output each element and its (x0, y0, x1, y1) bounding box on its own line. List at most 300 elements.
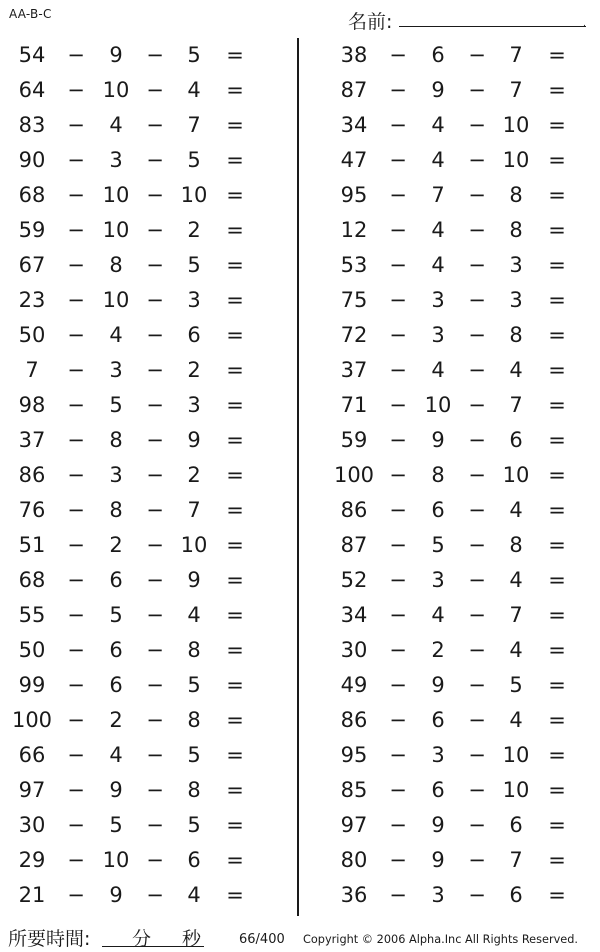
minus-sign: − (67, 568, 85, 592)
equals-sign: = (226, 78, 244, 102)
seconds-label: 秒 (182, 928, 202, 950)
minus-sign: − (67, 533, 85, 557)
problem-row (0, 668, 290, 703)
subtrahend-2: 8 (509, 533, 523, 557)
minus-sign: − (389, 463, 407, 487)
subtrahend-2: 6 (509, 428, 523, 452)
subtrahend-1: 9 (109, 883, 123, 907)
minus-sign: − (67, 183, 85, 207)
equals-sign: = (548, 463, 566, 487)
minuend: 85 (340, 778, 368, 802)
problem-row (0, 178, 290, 213)
subtrahend-2: 7 (509, 848, 523, 872)
minuend: 90 (18, 148, 46, 172)
subtrahend-2: 4 (509, 498, 523, 522)
minuend: 86 (18, 463, 46, 487)
subtrahend-1: 8 (431, 463, 445, 487)
minus-sign: − (389, 218, 407, 242)
subtrahend-2: 3 (509, 253, 523, 277)
equals-sign: = (548, 323, 566, 347)
minus-sign: − (389, 533, 407, 557)
subtrahend-1: 3 (109, 358, 123, 382)
minus-sign: − (146, 148, 164, 172)
problem-row (0, 738, 290, 773)
problem-row (0, 73, 290, 108)
minus-sign: − (468, 743, 486, 767)
subtrahend-1: 4 (431, 603, 445, 627)
minus-sign: − (468, 78, 486, 102)
minus-sign: − (389, 743, 407, 767)
subtrahend-2: 4 (187, 883, 201, 907)
subtrahend-1: 10 (102, 183, 130, 207)
equals-sign: = (548, 848, 566, 872)
minuend: 37 (340, 358, 368, 382)
subtrahend-2: 8 (187, 778, 201, 802)
minuend: 100 (11, 708, 53, 732)
equals-sign: = (226, 148, 244, 172)
problem-row (0, 493, 290, 528)
minuend: 68 (18, 568, 46, 592)
subtrahend-2: 2 (187, 463, 201, 487)
minuend: 72 (340, 323, 368, 347)
minuend: 12 (340, 218, 368, 242)
equals-sign: = (548, 358, 566, 382)
minuend: 54 (18, 43, 46, 67)
subtrahend-1: 7 (431, 183, 445, 207)
subtrahend-2: 7 (509, 393, 523, 417)
subtrahend-1: 4 (109, 743, 123, 767)
problem-row (322, 248, 600, 283)
equals-sign: = (226, 43, 244, 67)
minus-sign: − (67, 778, 85, 802)
equals-sign: = (548, 393, 566, 417)
subtrahend-1: 9 (431, 673, 445, 697)
problem-row (0, 808, 290, 843)
problem-row (0, 528, 290, 563)
equals-sign: = (548, 638, 566, 662)
minuend: 53 (340, 253, 368, 277)
minus-sign: − (389, 568, 407, 592)
subtrahend-2: 4 (187, 603, 201, 627)
equals-sign: = (548, 673, 566, 697)
subtrahend-2: 4 (509, 708, 523, 732)
minuend: 38 (340, 43, 368, 67)
equals-sign: = (548, 603, 566, 627)
subtrahend-2: 9 (187, 568, 201, 592)
minus-sign: − (146, 568, 164, 592)
minuend: 95 (340, 743, 368, 767)
equals-sign: = (226, 603, 244, 627)
minus-sign: − (468, 498, 486, 522)
minus-sign: − (389, 883, 407, 907)
problem-row (0, 843, 290, 878)
subtrahend-1: 10 (102, 218, 130, 242)
column-divider (297, 38, 299, 916)
minus-sign: − (146, 358, 164, 382)
equals-sign: = (226, 813, 244, 837)
subtrahend-2: 10 (180, 183, 208, 207)
minus-sign: − (146, 498, 164, 522)
name-label: 名前: (348, 11, 393, 33)
minus-sign: − (468, 603, 486, 627)
minus-sign: − (389, 358, 407, 382)
minus-sign: − (146, 638, 164, 662)
subtrahend-1: 4 (431, 358, 445, 382)
problem-row (0, 318, 290, 353)
minus-sign: − (389, 708, 407, 732)
minus-sign: − (468, 183, 486, 207)
subtrahend-1: 3 (109, 463, 123, 487)
subtrahend-2: 10 (502, 743, 530, 767)
subtrahend-1: 3 (431, 883, 445, 907)
subtrahend-2: 7 (187, 113, 201, 137)
equals-sign: = (226, 498, 244, 522)
minuend: 55 (18, 603, 46, 627)
minus-sign: − (146, 113, 164, 137)
minus-sign: − (389, 43, 407, 67)
problem-row (0, 458, 290, 493)
subtrahend-2: 3 (187, 393, 201, 417)
minus-sign: − (146, 253, 164, 277)
problem-row (322, 318, 600, 353)
minuend: 47 (340, 148, 368, 172)
problem-row (0, 143, 290, 178)
minus-sign: − (67, 638, 85, 662)
minus-sign: − (468, 253, 486, 277)
problem-row (0, 108, 290, 143)
subtrahend-1: 2 (431, 638, 445, 662)
problem-row (0, 353, 290, 388)
subtrahend-1: 3 (431, 743, 445, 767)
minuend: 76 (18, 498, 46, 522)
equals-sign: = (226, 638, 244, 662)
subtrahend-2: 5 (187, 43, 201, 67)
minuend: 80 (340, 848, 368, 872)
subtrahend-1: 9 (109, 778, 123, 802)
problem-row (0, 388, 290, 423)
equals-sign: = (226, 673, 244, 697)
time-required-label: 所要時間: (8, 928, 91, 950)
subtrahend-1: 3 (431, 568, 445, 592)
subtrahend-1: 9 (431, 848, 445, 872)
problem-row (322, 283, 600, 318)
subtrahend-2: 8 (509, 218, 523, 242)
minuend: 59 (18, 218, 46, 242)
equals-sign: = (226, 323, 244, 347)
minuend: 98 (18, 393, 46, 417)
minuend: 75 (340, 288, 368, 312)
minus-sign: − (67, 78, 85, 102)
subtrahend-2: 2 (187, 358, 201, 382)
equals-sign: = (226, 463, 244, 487)
subtrahend-1: 6 (431, 708, 445, 732)
subtrahend-2: 5 (187, 743, 201, 767)
subtrahend-1: 3 (431, 323, 445, 347)
minus-sign: − (468, 288, 486, 312)
problem-row (322, 773, 600, 808)
subtrahend-2: 2 (187, 218, 201, 242)
problem-row (322, 388, 600, 423)
minuend: 97 (340, 813, 368, 837)
minus-sign: − (146, 673, 164, 697)
problem-row (322, 178, 600, 213)
problem-row (322, 423, 600, 458)
subtrahend-1: 4 (431, 253, 445, 277)
equals-sign: = (226, 533, 244, 557)
minus-sign: − (67, 393, 85, 417)
subtrahend-1: 9 (109, 43, 123, 67)
minus-sign: − (468, 848, 486, 872)
subtrahend-1: 9 (431, 813, 445, 837)
name-field-dot: . (583, 19, 586, 29)
minus-sign: − (468, 463, 486, 487)
minuend: 36 (340, 883, 368, 907)
minus-sign: − (468, 533, 486, 557)
minus-sign: − (146, 428, 164, 452)
minus-sign: − (468, 113, 486, 137)
minus-sign: − (146, 43, 164, 67)
minus-sign: − (389, 148, 407, 172)
minutes-label: 分 (132, 928, 152, 950)
minuend: 100 (333, 463, 375, 487)
minus-sign: − (146, 288, 164, 312)
problem-row (322, 738, 600, 773)
minus-sign: − (67, 218, 85, 242)
problems-right-column (322, 38, 600, 913)
equals-sign: = (226, 358, 244, 382)
minus-sign: − (468, 883, 486, 907)
subtrahend-1: 2 (109, 533, 123, 557)
minuend: 7 (25, 358, 39, 382)
problem-row (0, 563, 290, 598)
subtrahend-2: 4 (509, 568, 523, 592)
minus-sign: − (389, 673, 407, 697)
minuend: 66 (18, 743, 46, 767)
minuend: 37 (18, 428, 46, 452)
minus-sign: − (146, 393, 164, 417)
subtrahend-1: 4 (431, 218, 445, 242)
equals-sign: = (548, 498, 566, 522)
minus-sign: − (389, 428, 407, 452)
minus-sign: − (468, 43, 486, 67)
minus-sign: − (146, 743, 164, 767)
subtrahend-1: 3 (109, 148, 123, 172)
subtrahend-1: 4 (431, 148, 445, 172)
subtrahend-1: 4 (109, 113, 123, 137)
minus-sign: − (67, 673, 85, 697)
minuend: 23 (18, 288, 46, 312)
minus-sign: − (389, 253, 407, 277)
minus-sign: − (67, 848, 85, 872)
subtrahend-1: 3 (431, 288, 445, 312)
problems-left-column (0, 38, 290, 913)
problem-row (322, 108, 600, 143)
minuend: 68 (18, 183, 46, 207)
subtrahend-1: 8 (109, 428, 123, 452)
problem-row (322, 458, 600, 493)
problem-row (322, 598, 600, 633)
minus-sign: − (389, 848, 407, 872)
minus-sign: − (389, 498, 407, 522)
minus-sign: − (146, 323, 164, 347)
minuend: 29 (18, 848, 46, 872)
equals-sign: = (548, 78, 566, 102)
equals-sign: = (548, 813, 566, 837)
problem-row (0, 283, 290, 318)
worksheet-code: AA-B-C (9, 7, 52, 21)
equals-sign: = (548, 568, 566, 592)
minuend: 52 (340, 568, 368, 592)
equals-sign: = (226, 218, 244, 242)
minus-sign: − (468, 358, 486, 382)
minus-sign: − (468, 778, 486, 802)
equals-sign: = (548, 253, 566, 277)
equals-sign: = (548, 43, 566, 67)
minus-sign: − (468, 568, 486, 592)
subtrahend-2: 4 (187, 78, 201, 102)
subtrahend-2: 8 (509, 183, 523, 207)
minuend: 86 (340, 708, 368, 732)
subtrahend-1: 6 (109, 638, 123, 662)
page-number: 66/400 (239, 932, 285, 947)
problem-row (0, 773, 290, 808)
minuend: 34 (340, 113, 368, 137)
problem-row (0, 598, 290, 633)
minus-sign: − (67, 603, 85, 627)
minus-sign: − (146, 813, 164, 837)
minus-sign: − (67, 358, 85, 382)
equals-sign: = (548, 288, 566, 312)
minus-sign: − (468, 148, 486, 172)
equals-sign: = (548, 533, 566, 557)
minus-sign: − (67, 113, 85, 137)
problem-row (322, 808, 600, 843)
subtrahend-2: 5 (187, 673, 201, 697)
minuend: 50 (18, 638, 46, 662)
name-field-line[interactable] (399, 26, 586, 27)
subtrahend-1: 8 (109, 498, 123, 522)
minus-sign: − (67, 883, 85, 907)
subtrahend-1: 4 (109, 323, 123, 347)
minus-sign: − (389, 323, 407, 347)
problem-row (0, 423, 290, 458)
minuend: 51 (18, 533, 46, 557)
minus-sign: − (146, 778, 164, 802)
problem-row (322, 878, 600, 913)
subtrahend-1: 6 (431, 43, 445, 67)
subtrahend-1: 5 (109, 393, 123, 417)
minus-sign: − (67, 288, 85, 312)
minus-sign: − (146, 78, 164, 102)
subtrahend-2: 6 (187, 323, 201, 347)
minuend: 34 (340, 603, 368, 627)
minus-sign: − (146, 183, 164, 207)
subtrahend-1: 6 (109, 568, 123, 592)
minuend: 95 (340, 183, 368, 207)
minus-sign: − (146, 218, 164, 242)
subtrahend-2: 8 (187, 638, 201, 662)
subtrahend-2: 7 (509, 43, 523, 67)
minus-sign: − (389, 813, 407, 837)
minus-sign: − (468, 218, 486, 242)
problem-row (322, 73, 600, 108)
subtrahend-1: 8 (109, 253, 123, 277)
minuend: 83 (18, 113, 46, 137)
minus-sign: − (67, 463, 85, 487)
subtrahend-1: 10 (424, 393, 452, 417)
equals-sign: = (548, 428, 566, 452)
minus-sign: − (389, 183, 407, 207)
subtrahend-2: 7 (509, 78, 523, 102)
minus-sign: − (389, 78, 407, 102)
minus-sign: − (67, 813, 85, 837)
minus-sign: − (146, 848, 164, 872)
subtrahend-1: 10 (102, 78, 130, 102)
equals-sign: = (226, 848, 244, 872)
equals-sign: = (548, 708, 566, 732)
minuend: 67 (18, 253, 46, 277)
subtrahend-2: 8 (509, 323, 523, 347)
equals-sign: = (226, 393, 244, 417)
problem-row (322, 633, 600, 668)
minus-sign: − (67, 428, 85, 452)
equals-sign: = (226, 253, 244, 277)
problem-row (322, 843, 600, 878)
problem-row (322, 38, 600, 73)
subtrahend-2: 6 (509, 883, 523, 907)
minuend: 49 (340, 673, 368, 697)
subtrahend-2: 10 (502, 778, 530, 802)
subtrahend-2: 6 (509, 813, 523, 837)
subtrahend-2: 10 (180, 533, 208, 557)
minus-sign: − (146, 708, 164, 732)
subtrahend-2: 6 (187, 848, 201, 872)
problem-row (322, 668, 600, 703)
equals-sign: = (226, 183, 244, 207)
subtrahend-1: 10 (102, 288, 130, 312)
subtrahend-1: 4 (431, 113, 445, 137)
problem-row (322, 143, 600, 178)
minus-sign: − (67, 708, 85, 732)
equals-sign: = (226, 428, 244, 452)
minus-sign: − (67, 148, 85, 172)
subtrahend-1: 5 (109, 813, 123, 837)
subtrahend-1: 6 (431, 498, 445, 522)
problem-row (322, 353, 600, 388)
equals-sign: = (548, 218, 566, 242)
minus-sign: − (389, 288, 407, 312)
minuend: 30 (340, 638, 368, 662)
subtrahend-2: 7 (509, 603, 523, 627)
problem-row (0, 248, 290, 283)
equals-sign: = (226, 568, 244, 592)
problem-row (322, 528, 600, 563)
minus-sign: − (468, 673, 486, 697)
minus-sign: − (389, 113, 407, 137)
minus-sign: − (389, 778, 407, 802)
minus-sign: − (146, 603, 164, 627)
subtrahend-2: 4 (509, 358, 523, 382)
minuend: 59 (340, 428, 368, 452)
subtrahend-2: 3 (509, 288, 523, 312)
subtrahend-2: 9 (187, 428, 201, 452)
subtrahend-1: 6 (109, 673, 123, 697)
problem-row (322, 213, 600, 248)
subtrahend-2: 10 (502, 463, 530, 487)
minus-sign: − (67, 743, 85, 767)
minuend: 50 (18, 323, 46, 347)
equals-sign: = (226, 883, 244, 907)
